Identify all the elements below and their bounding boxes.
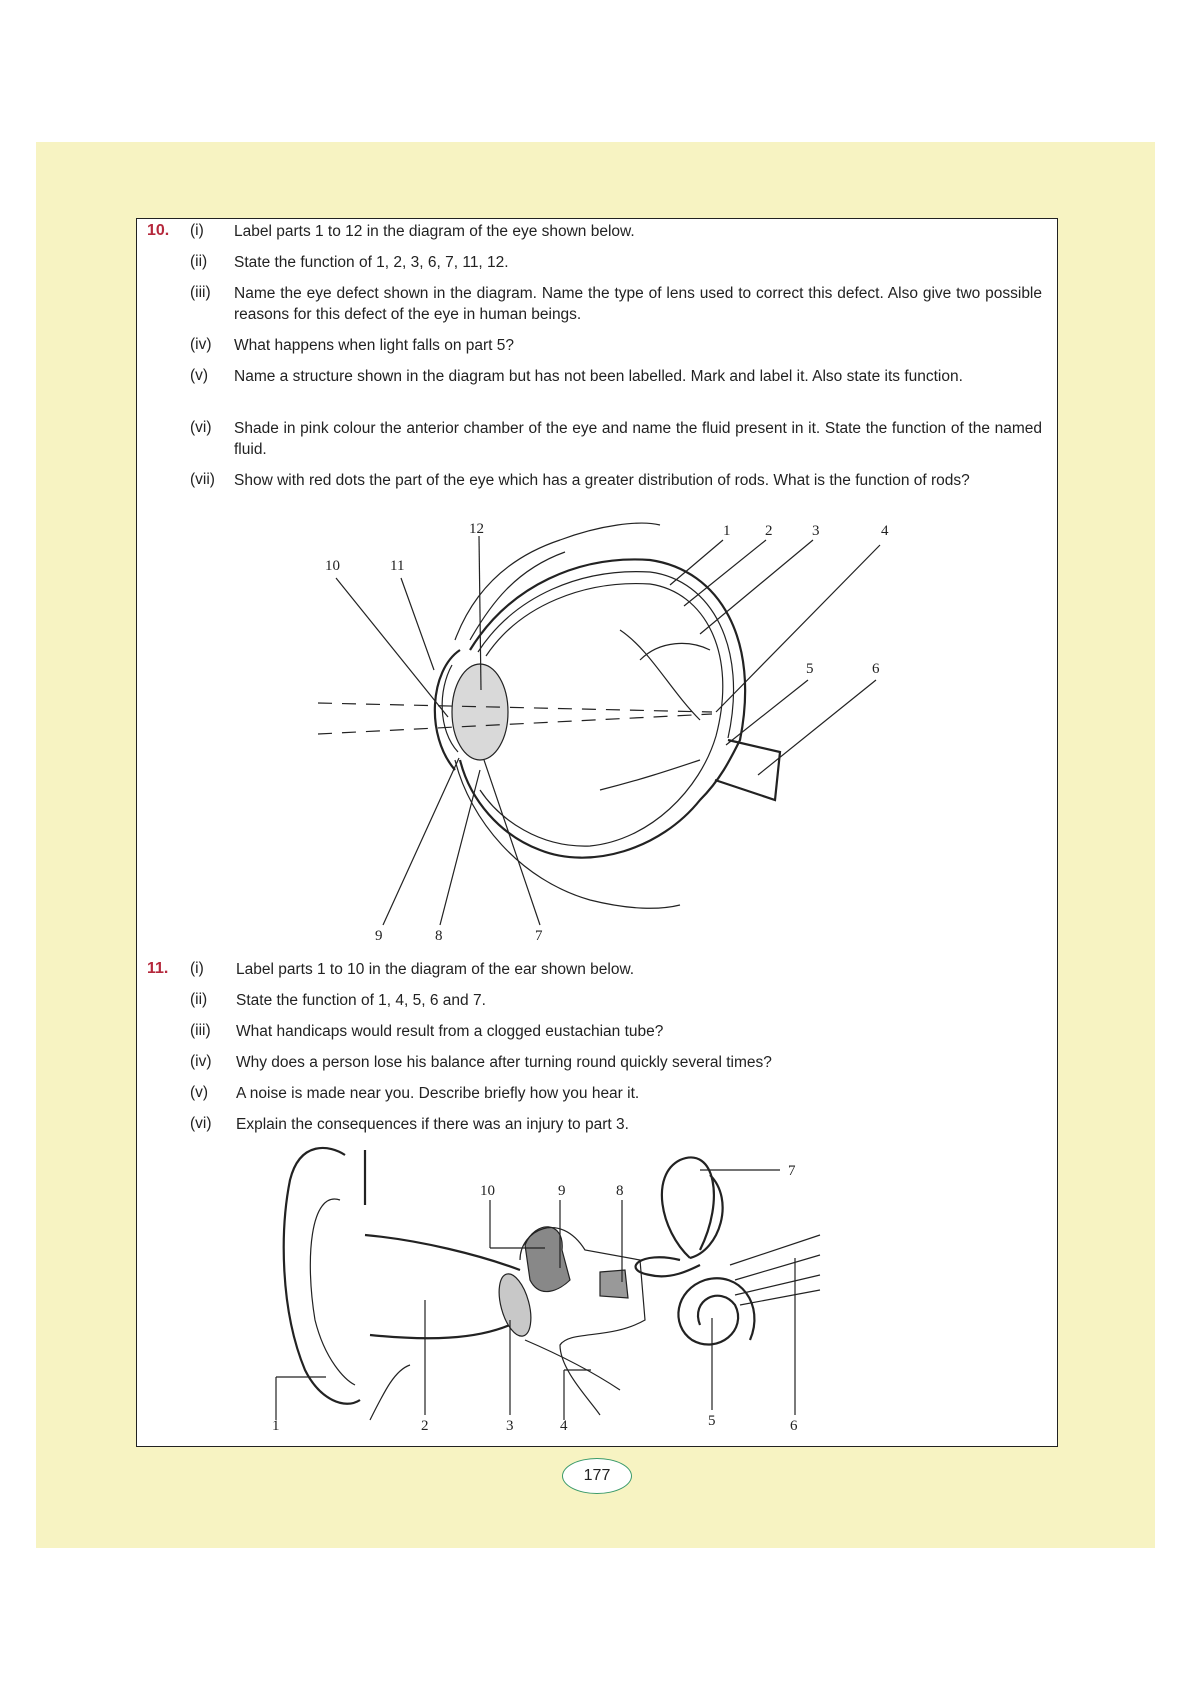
item-text: A noise is made near you. Describe briefly how you hear it. xyxy=(236,1085,640,1102)
page-number: 177 xyxy=(562,1458,632,1494)
item-text: What handicaps would result from a clogged eustachian tube? xyxy=(236,1023,664,1040)
item-text: Explain the consequences if there was an injury to part 3. xyxy=(236,1116,629,1133)
item-text: State the function of 1, 4, 5, 6 and 7. xyxy=(236,992,486,1009)
eye-label: 9 xyxy=(375,928,383,944)
item-text: Why does a person lose his balance after turning round quickly several times? xyxy=(236,1054,772,1071)
item-roman: (ii) xyxy=(190,991,208,1008)
item-roman: (iv) xyxy=(190,1053,212,1070)
pinna xyxy=(284,1148,365,1404)
ear-label: 7 xyxy=(788,1163,796,1179)
eye-label: 8 xyxy=(435,928,443,944)
lower-eyelid xyxy=(455,760,680,908)
eye-label: 2 xyxy=(765,523,773,539)
semicircular-canals xyxy=(636,1157,723,1276)
item-roman: (vii) xyxy=(190,471,215,488)
ear-label: 4 xyxy=(560,1418,568,1434)
light-ray xyxy=(318,703,712,712)
item-text: Shade in pink colour the anterior chamber of the eye and name the fluid present in it. State the function of the named fluid. xyxy=(234,420,1042,458)
item-text: Label parts 1 to 10 in the diagram of the ear shown below. xyxy=(236,961,635,978)
light-ray xyxy=(318,714,712,734)
ossicles xyxy=(525,1227,570,1292)
eye-label: 11 xyxy=(390,558,405,574)
question-number: 10. xyxy=(147,222,170,239)
ear-diagram xyxy=(0,1140,1191,1440)
ear-label: 3 xyxy=(506,1418,514,1434)
ear-label: 9 xyxy=(558,1183,566,1199)
ear-canal xyxy=(365,1235,520,1338)
ear-label: 5 xyxy=(708,1413,716,1429)
auditory-nerve xyxy=(730,1235,820,1305)
item-roman: (ii) xyxy=(190,253,208,270)
eye-label: 1 xyxy=(723,523,731,539)
lens xyxy=(452,664,508,760)
stapes xyxy=(600,1270,628,1298)
item-roman: (vi) xyxy=(190,419,212,436)
item-text: Name the eye defect shown in the diagram. Name the type of lens used to correct this defect. Also give two possible reasons for this defect of the eye in human beings. xyxy=(234,285,1042,323)
item-roman: (v) xyxy=(190,1084,209,1101)
eye-label: 10 xyxy=(325,558,340,574)
item-roman: (vi) xyxy=(190,1115,212,1132)
item-text: State the function of 1, 2, 3, 6, 7, 11, 12. xyxy=(234,254,509,271)
ear-label: 10 xyxy=(480,1183,495,1199)
upper-eyelid xyxy=(455,523,660,640)
item-text: Name a structure shown in the diagram but has not been labelled. Mark and label it. Also state its function. xyxy=(234,368,963,385)
item-roman: (v) xyxy=(190,367,209,384)
eye-label: 3 xyxy=(812,523,820,539)
item-roman: (iii) xyxy=(190,284,211,301)
eye-label: 5 xyxy=(806,661,814,677)
item-text: Show with red dots the part of the eye which has a greater distribution of rods. What is the function of rods? xyxy=(234,472,970,489)
eye-label: 4 xyxy=(881,523,889,539)
item-roman: (i) xyxy=(190,222,204,239)
ear-label: 6 xyxy=(790,1418,798,1434)
item-text: What happens when light falls on part 5? xyxy=(234,337,515,354)
question-number: 11. xyxy=(147,960,169,977)
ear-label: 1 xyxy=(272,1418,280,1434)
item-roman: (iii) xyxy=(190,1022,211,1039)
ear-label: 2 xyxy=(421,1418,429,1434)
item-text: Label parts 1 to 12 in the diagram of the eye shown below. xyxy=(234,223,635,240)
cochlea xyxy=(678,1278,754,1344)
eye-label: 7 xyxy=(535,928,543,944)
eye-label: 6 xyxy=(872,661,880,677)
item-roman: (i) xyxy=(190,960,204,977)
item-roman: (iv) xyxy=(190,336,212,353)
eye-label: 12 xyxy=(469,521,484,537)
ear-label: 8 xyxy=(616,1183,624,1199)
